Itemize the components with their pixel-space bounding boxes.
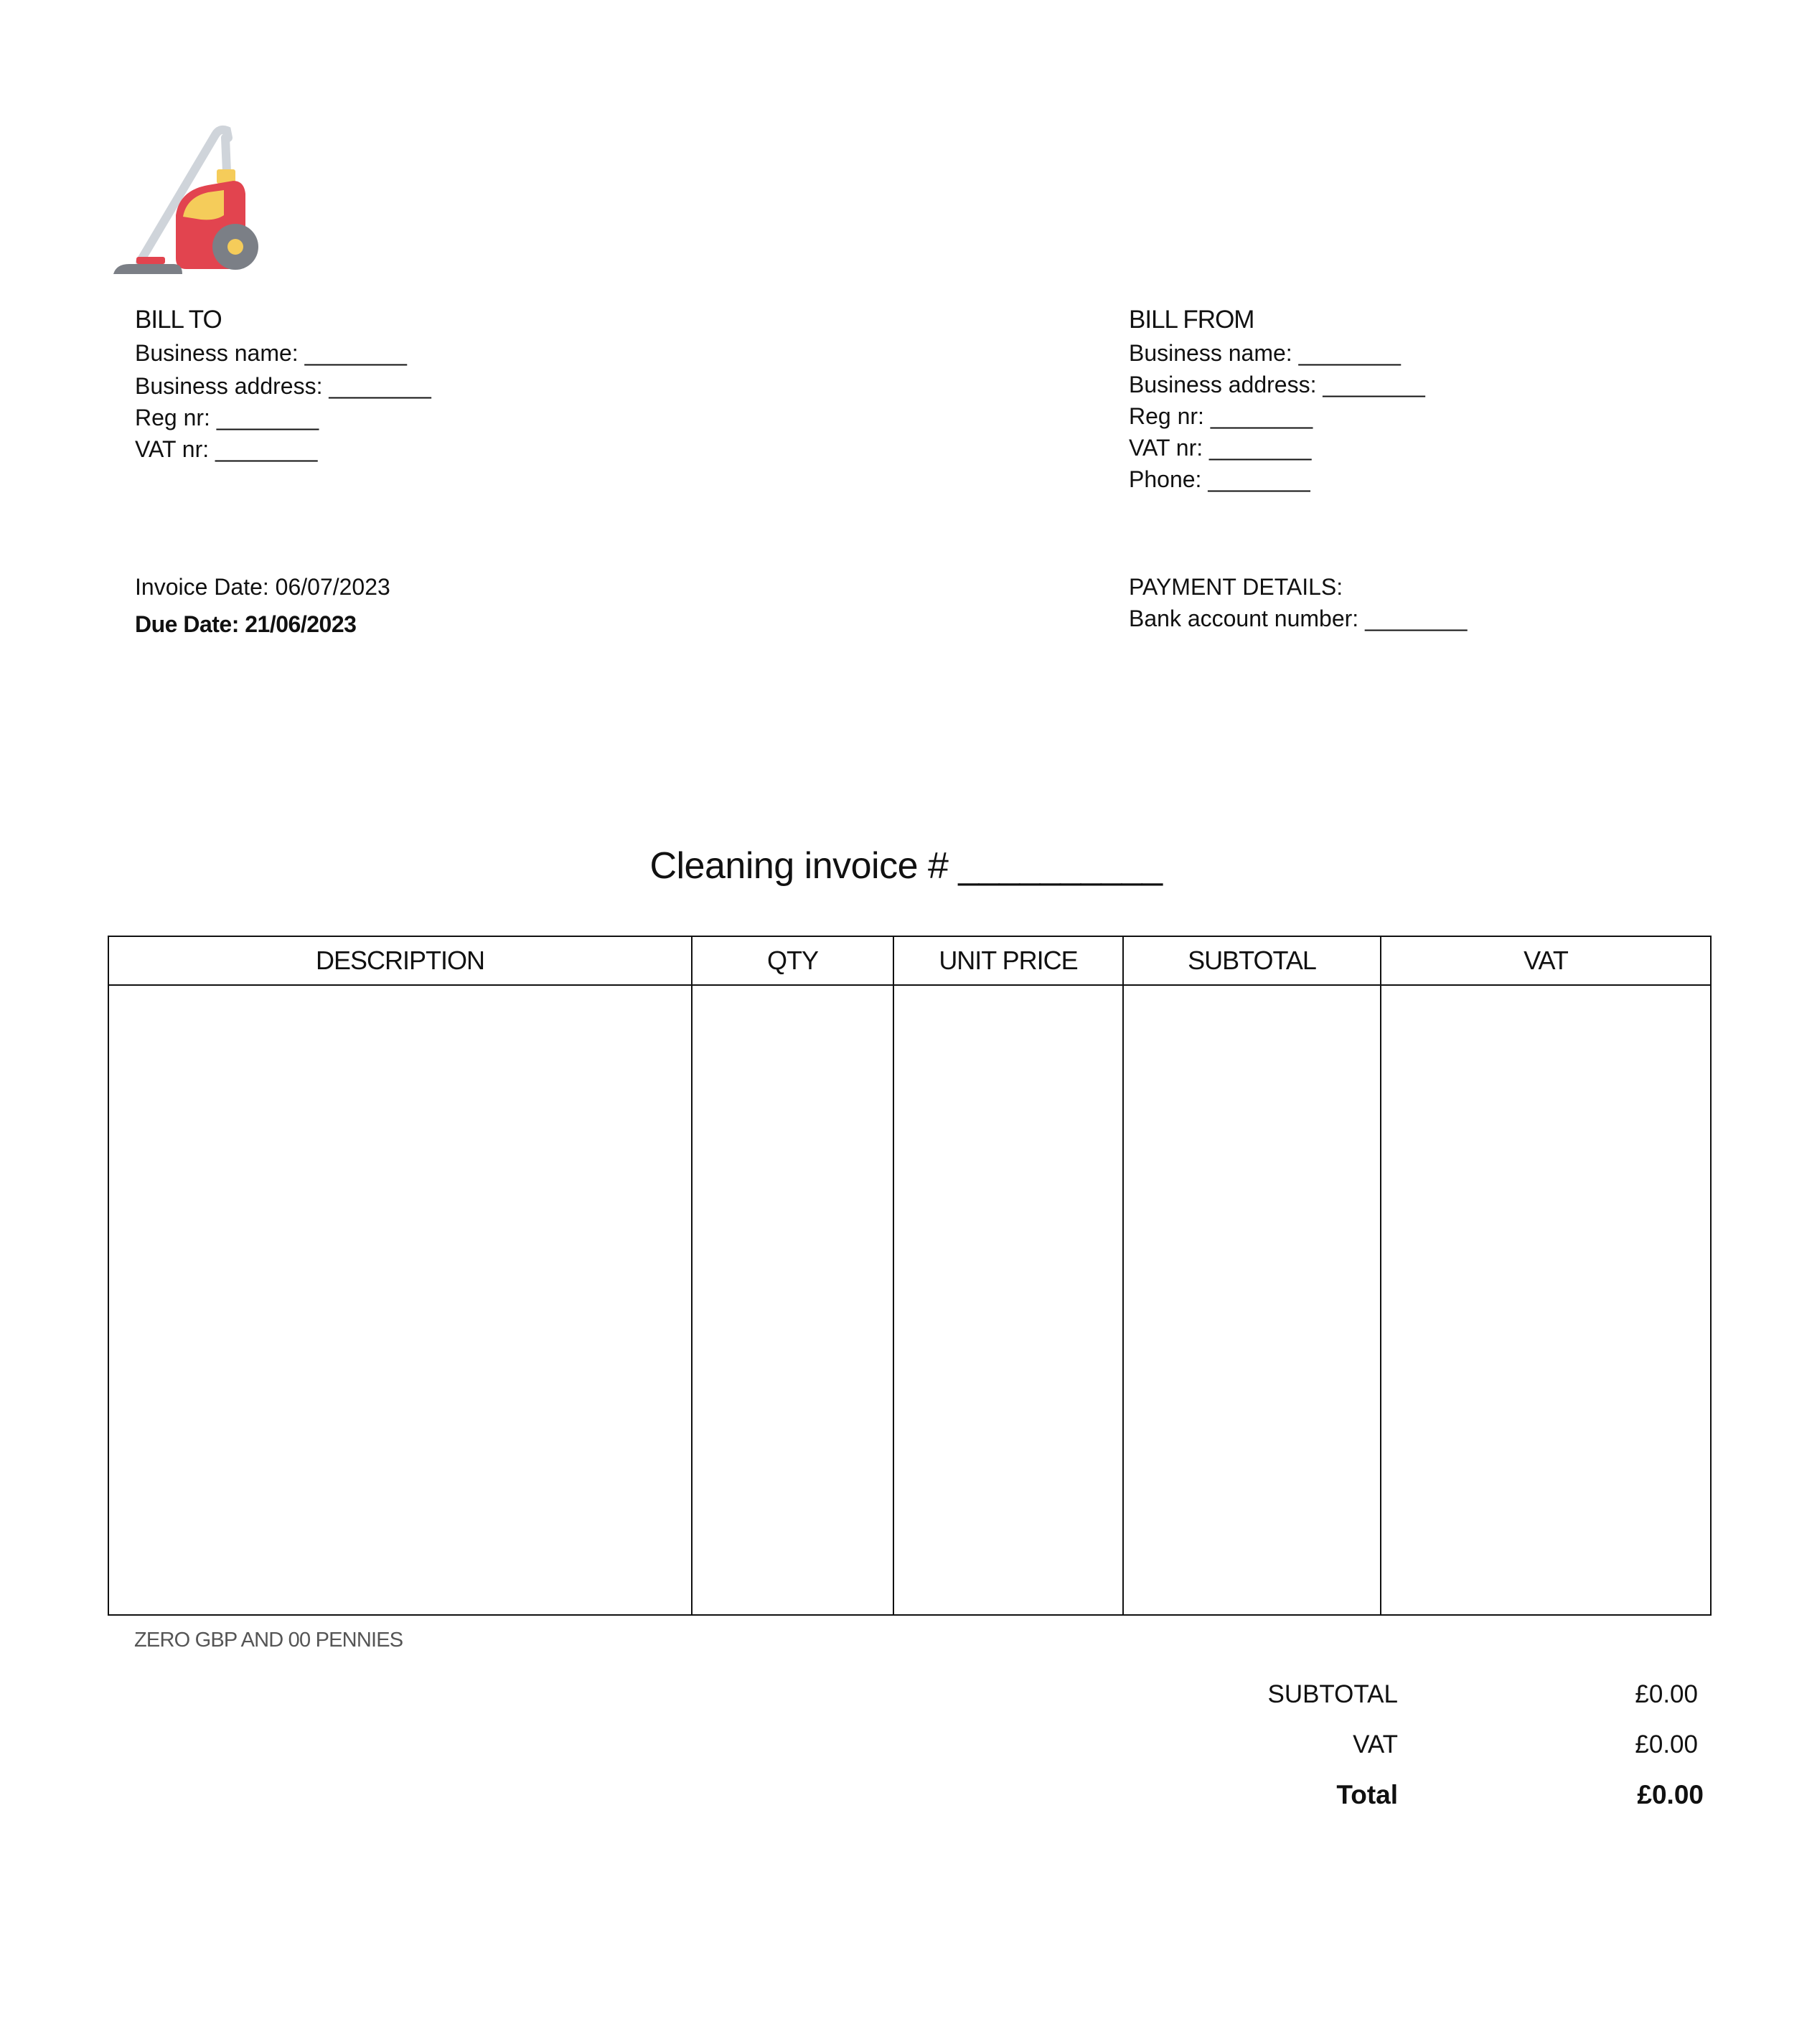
table-header-row	[108, 936, 1711, 985]
subtotal-row	[1184, 1677, 1708, 1728]
bill-from-heading: BILL FROM	[1129, 306, 1254, 334]
total-value: £0.00	[1637, 1780, 1704, 1809]
bill-to-business-address[interactable]: Business address: ________	[135, 373, 431, 399]
bill-from-vat-nr[interactable]: VAT nr: ________	[1129, 435, 1312, 461]
invoice-title: Cleaning invoice # __________	[649, 845, 1163, 887]
bill-from-business-name[interactable]: Business name: ________	[1129, 340, 1401, 366]
total-row	[1184, 1778, 1708, 1828]
bill-from-phone[interactable]: Phone: ________	[1129, 466, 1310, 492]
bill-to-vat-nr[interactable]: VAT nr: ________	[135, 436, 318, 462]
subtotal-cell[interactable]	[1123, 985, 1381, 1615]
vacuum-cleaner-icon	[108, 122, 269, 276]
qty-cell[interactable]	[692, 985, 893, 1615]
column-header-subtotal: SUBTOTAL	[1123, 936, 1381, 985]
vat-value: £0.00	[1635, 1730, 1698, 1758]
payment-details-heading: PAYMENT DETAILS:	[1129, 574, 1343, 600]
payment-details-section	[1129, 571, 1467, 634]
bill-from-section	[1129, 304, 1425, 495]
line-items-table	[108, 936, 1712, 1616]
bill-from-business-address[interactable]: Business address: ________	[1129, 372, 1425, 397]
bill-from-reg-nr[interactable]: Reg nr: ________	[1129, 403, 1313, 429]
due-date[interactable]: Due Date: 21/06/2023	[135, 611, 357, 637]
bill-to-section	[135, 304, 431, 465]
subtotal-label: SUBTOTAL	[1267, 1680, 1398, 1708]
column-header-unit-price: UNIT PRICE	[893, 936, 1123, 985]
table-row	[108, 985, 1711, 1615]
column-header-vat: VAT	[1381, 936, 1711, 985]
description-cell[interactable]	[108, 985, 692, 1615]
unit-price-cell[interactable]	[893, 985, 1123, 1615]
amount-in-words: ZERO GBP AND 00 PENNIES	[134, 1629, 403, 1652]
bill-to-reg-nr[interactable]: Reg nr: ________	[135, 405, 319, 430]
bank-account-number[interactable]: Bank account number: ________	[1129, 606, 1468, 631]
vat-cell[interactable]	[1381, 985, 1711, 1615]
bill-to-business-name[interactable]: Business name: ________	[135, 340, 407, 366]
vat-label: VAT	[1353, 1730, 1398, 1758]
column-header-qty: QTY	[692, 936, 893, 985]
invoice-date[interactable]: Invoice Date: 06/07/2023	[135, 574, 390, 600]
dates-section	[135, 571, 390, 646]
bill-to-heading: BILL TO	[135, 306, 222, 334]
subtotal-value: £0.00	[1635, 1680, 1698, 1708]
vat-row	[1184, 1728, 1708, 1778]
column-header-description: DESCRIPTION	[108, 936, 692, 985]
totals-section	[1184, 1677, 1708, 1828]
total-label: Total	[1336, 1780, 1398, 1809]
